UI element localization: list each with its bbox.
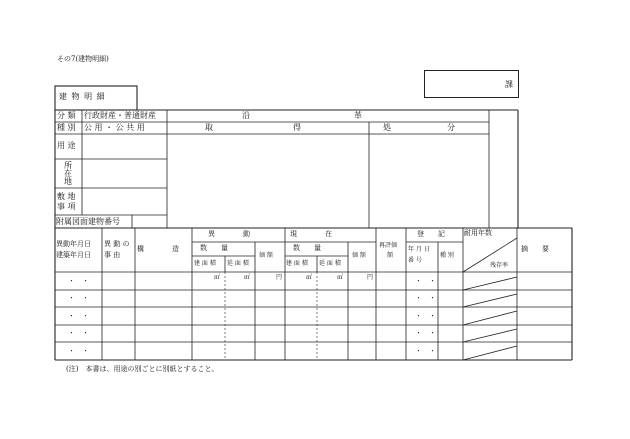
current-bldg-area-unit: ㎡ [306,274,313,281]
location-label-1: 所 [64,161,72,170]
current-floor-area-unit: ㎡ [337,274,344,281]
acquisition-header: 取 得 [205,123,301,132]
building-detail-title: 建 物 明 細 [59,92,106,101]
row-3-change-date: ・ ・ [68,312,89,320]
change-header: 異 動 [208,230,250,238]
change-floor-area: 延 面 積 [227,260,249,267]
attached-drawing-label: 附属図面建物番号 [56,217,120,226]
row-5-change-date: ・ ・ [68,347,89,355]
type-label: 種 別 [57,123,76,132]
change-bldg-area-unit: ㎡ [214,274,221,281]
form-title: その7(建物明細) [57,55,109,63]
location-label-3: 地 [64,177,72,186]
type-value: 公 用 ・ 公 共 用 [84,123,145,132]
service-life-label: 耐用年数 [464,229,492,237]
change-price: 価 額 [259,252,273,259]
department-label: 課 [505,80,513,89]
usage-label: 用 途 [57,141,76,150]
history-header: 沿 革 [242,111,362,120]
build-date-label: 建築年月日 [56,251,91,259]
change-bldg-area: 建 面 積 [194,260,216,267]
footnote: (注) 本書は、用途の別ごとに別紙とすること。 [66,365,219,373]
current-bldg-area: 建 面 積 [286,260,308,267]
row-4-change-date: ・ ・ [68,329,89,337]
registration-date-label: 年 月 日 [408,246,430,253]
current-price: 価 額 [352,252,366,259]
location-label-2: 在 [64,169,72,178]
classification-value: 行政財産・普通財産 [84,111,156,120]
change-qty-header: 数 量 [200,244,228,252]
change-reason-label-1: 異 動 の [104,240,130,248]
remarks-label: 摘 要 [521,245,549,253]
current-floor-area: 延 面 積 [319,260,341,267]
lot-label-2: 事 項 [57,202,76,211]
disposal-header: 処 分 [383,123,455,132]
change-date-label: 異動年月日 [56,240,91,248]
change-price-unit: 円 [276,274,283,281]
row-3-reg-date: ・ ・ [415,312,436,320]
row-1-reg-date: ・ ・ [415,277,436,285]
row-1-change-date: ・ ・ [68,277,89,285]
revaluation-label-1: 再評価 [379,242,398,249]
residual-rate-label: 残存率 [490,262,509,269]
current-price-unit: 円 [367,274,374,281]
change-floor-area-unit: ㎡ [244,274,251,281]
lot-label-1: 敷 地 [57,192,76,201]
structure-label: 構 造 [137,245,179,253]
registration-number-label: 番 号 [408,257,422,264]
current-header: 現 在 [290,230,332,238]
row-5-reg-date: ・ ・ [415,347,436,355]
current-qty-header: 数 量 [293,244,321,252]
registration-type-label: 種 別 [440,252,454,259]
revaluation-label-2: 額 [387,252,394,259]
classification-label: 分 類 [57,111,76,120]
row-2-change-date: ・ ・ [68,294,89,302]
row-4-reg-date: ・ ・ [415,329,436,337]
row-2-reg-date: ・ ・ [415,294,436,302]
registration-header: 登 記 [417,230,445,238]
change-reason-label-2: 事 由 [104,251,121,259]
